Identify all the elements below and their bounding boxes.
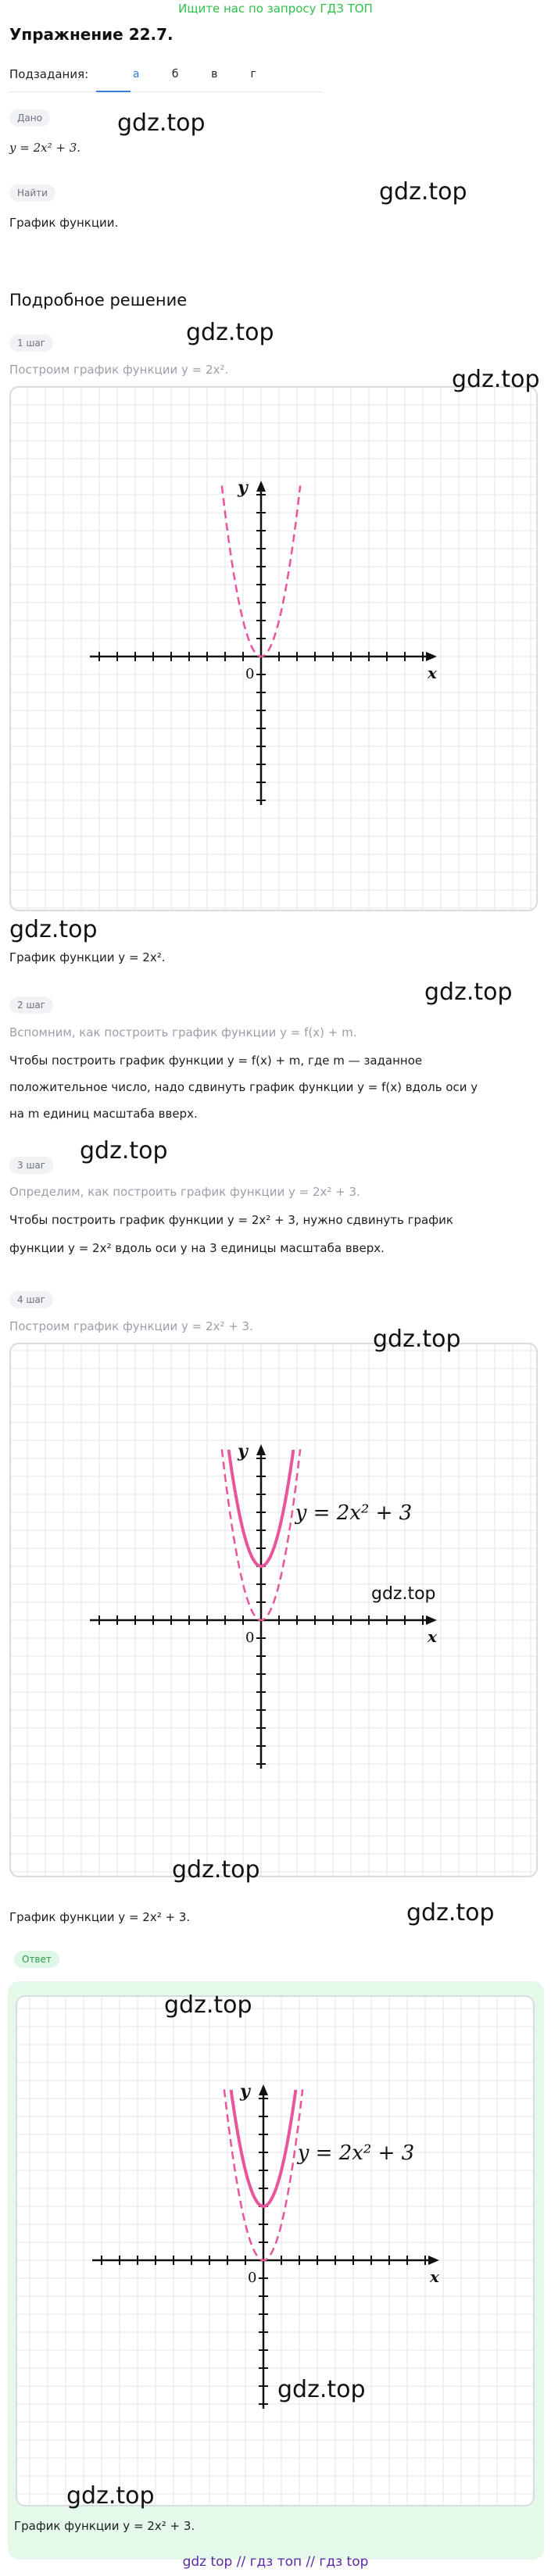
y-axis-label: y [238, 1441, 248, 1462]
given-text: y = 2x² + 3. [9, 141, 81, 155]
step-2-line-1: Чтобы построить график функции y = f(x) + m, где m — заданное [9, 1054, 423, 1068]
x-axis-arrow [428, 2256, 439, 2265]
watermark: gdz.top [9, 916, 98, 943]
answer-box [8, 1981, 544, 2560]
tabs-track [9, 91, 322, 92]
watermark: gdz.top [277, 2376, 366, 2403]
x-axis-label: x [430, 2267, 439, 2286]
tab-g[interactable]: г [250, 68, 256, 80]
x-axis-arrow [426, 1615, 437, 1625]
tab-b[interactable]: б [171, 68, 179, 80]
watermark: gdz.top [164, 1991, 252, 2019]
solution-title: Подробное решение [9, 291, 188, 309]
plot-3-frame [16, 1995, 535, 2506]
watermark: gdz.top [66, 2482, 155, 2510]
step-2-line-2: положительное число, надо сдвинуть график функции y = f(x) вдоль оси y [9, 1080, 478, 1094]
tab-a[interactable]: а [132, 68, 140, 80]
watermark: gdz.top [424, 979, 513, 1006]
x-axis-label: x [428, 1627, 437, 1646]
curve-label: y = 2x² + 3 [297, 2141, 415, 2166]
footer-links[interactable]: gdz top // гдз топ // гдз top [182, 2554, 369, 2570]
y-axis-arrow [259, 2084, 268, 2095]
watermark: gdz.top [373, 1326, 461, 1353]
watermark: gdz.top [452, 366, 540, 393]
subtask-tabs [9, 66, 273, 83]
step-3-line-2: функции y = 2x² вдоль оси y на 3 единицы масштаба вверх. [9, 1241, 385, 1255]
step-4-subtitle: Построим график функции y = 2x² + 3. [9, 1319, 253, 1333]
step-3-subtitle: Определим, как построить график функции y = 2x² + 3. [9, 1185, 360, 1199]
step-3-line-1: Чтобы построить график функции y = 2x² + 3, нужно сдвинуть график [9, 1213, 453, 1227]
page-title: Упражнение 22.7. [9, 25, 174, 44]
given-badge: Дано [9, 109, 50, 127]
y-axis-arrow [256, 1444, 266, 1455]
watermark: gdz.top [80, 1137, 168, 1165]
watermark: gdz.top [117, 109, 206, 137]
watermark: gdz.top [172, 1856, 260, 1884]
step-4-badge: 4 шаг [9, 1291, 53, 1308]
plot-3 [17, 1997, 533, 2505]
step-4-caption: График функции y = 2x² + 3. [9, 1910, 191, 1924]
curve-label: y = 2x² + 3 [295, 1501, 413, 1526]
answer-badge: Ответ [14, 1951, 59, 1968]
step-2-badge: 2 шаг [9, 996, 53, 1014]
step-1-subtitle: Построим график функции y = 2x². [9, 363, 229, 377]
plot-1-frame [9, 386, 538, 911]
search-banner[interactable]: Ищите нас по запросу ГДЗ ТОП [178, 2, 373, 16]
x-axis-arrow [426, 652, 437, 661]
step-3-badge: 3 шаг [9, 1157, 53, 1174]
y-axis-arrow [256, 481, 266, 492]
watermark: gdz.top [186, 319, 274, 346]
y-axis-label: y [240, 2081, 250, 2102]
watermark-small: gdz.top [371, 1584, 436, 1604]
origin-label: 0 [245, 1630, 255, 1646]
y-axis-label: y [238, 478, 248, 498]
active-tab-indicator [96, 91, 131, 92]
plot-2-frame [9, 1343, 538, 1877]
find-text: График функции. [9, 216, 119, 230]
watermark: gdz.top [379, 178, 467, 206]
find-badge: Найти [9, 184, 55, 202]
plot-1 [11, 388, 536, 910]
step-2-line-3: на m единиц масштаба вверх. [9, 1107, 198, 1121]
origin-label: 0 [248, 2270, 257, 2286]
step-2-subtitle: Вспомним, как построить график функции y = f(x) + m. [9, 1025, 357, 1039]
origin-label: 0 [245, 666, 255, 682]
plot-2 [11, 1344, 536, 1876]
x-axis-label: x [428, 664, 437, 682]
step-1-badge: 1 шаг [9, 335, 53, 352]
subtask-label: Подзадания: [9, 67, 89, 81]
watermark: gdz.top [406, 1899, 495, 1927]
step-1-caption: График функции y = 2x². [9, 950, 166, 964]
answer-caption: График функции y = 2x² + 3. [14, 2519, 195, 2533]
tab-v[interactable]: в [211, 68, 218, 80]
